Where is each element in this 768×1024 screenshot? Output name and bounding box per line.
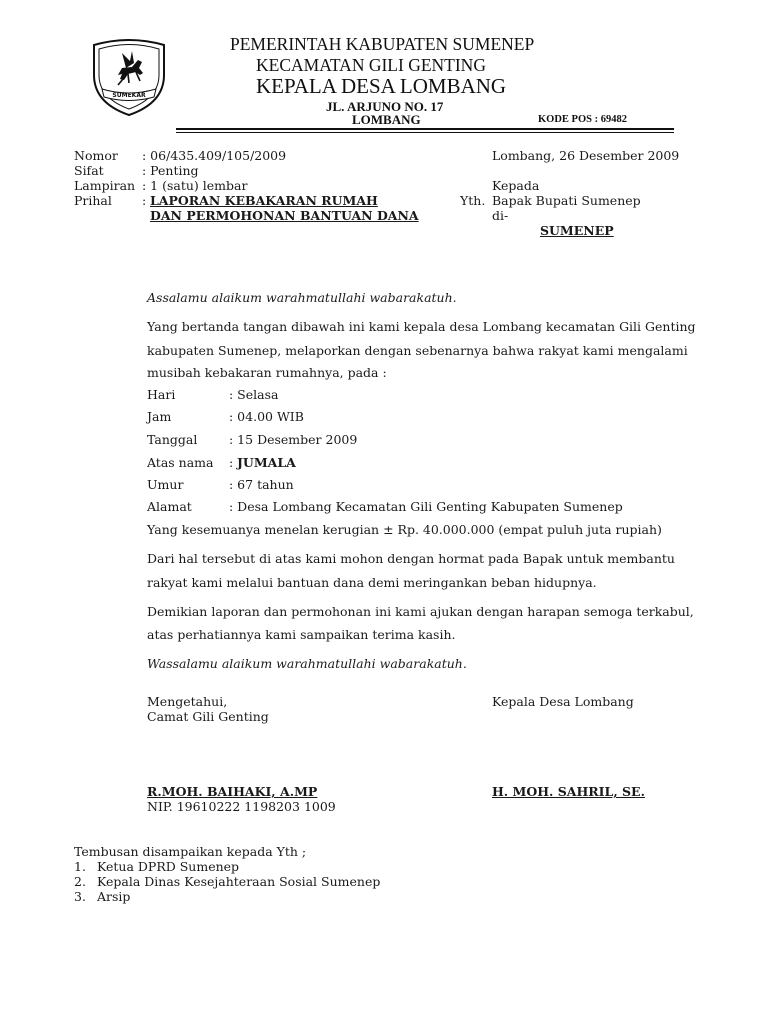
tembusan-item-3-number: 3. [74,889,86,904]
tembusan-item-2-number: 2. [74,874,86,889]
signature-right-title: Kepala Desa Lombang [492,694,634,709]
paragraph-2-line-1: Dari hal tersebut di atas kami mohon dengan hormat pada Bapak untuk membantu [147,551,675,566]
recipient-city: SUMENEP [540,223,614,238]
letterhead-postal-code: KODE POS : 69482 [538,114,627,125]
tembusan-item-1-number: 1. [74,859,86,874]
loss-statement: Yang kesemuanya menelan kerugian ± Rp. 40.000.000 (empat puluh juta rupiah) [147,522,662,537]
closing-greeting: Wassalamu alaikum warahmatullahi wabarakatuh. [147,656,467,671]
letterhead-rule-thin [176,132,674,133]
signature-left-title-2: Camat Gili Genting [147,709,269,724]
recipient-yth: Yth. [460,193,486,208]
detail-atas-nama-label: Atas nama [147,455,214,470]
tembusan-item-2: Kepala Dinas Kesejahteraan Sosial Sumenep [97,874,381,889]
sifat-label: Sifat [74,163,104,178]
tembusan-item-1: Ketua DPRD Sumenep [97,859,240,874]
nomor-value: : 06/435.409/105/2009 [142,148,287,163]
paragraph-1-line-2: kabupaten Sumenep, melaporkan dengan sebenarnya bahwa rakyat kami mengalami [147,343,688,358]
signature-left-nip: NIP. 19610222 1198203 1009 [147,799,336,814]
paragraph-2-line-2: rakyat kami melalui bantuan dana demi meringankan beban hidupnya. [147,575,597,590]
detail-umur-value: : 67 tahun [229,477,294,492]
logo-text: SUMEKAR [112,92,146,99]
signature-left-title-1: Mengetahui, [147,694,228,709]
prihal-colon: : [142,193,147,208]
letterhead-village-head: KEPALA DESA LOMBANG [256,74,507,98]
detail-umur-label: Umur [147,477,184,492]
paragraph-1-line-3: musibah kebakaran rumahnya, pada : [147,365,387,380]
signature-left-name: R.MOH. BAIHAKI, A.MP [147,784,318,799]
detail-atas-nama-value: JUMALA [237,455,296,470]
lampiran-value: : 1 (satu) lembar [142,178,248,193]
letter-date: Lombang, 26 Desember 2009 [492,148,680,163]
detail-alamat-label: Alamat [147,499,192,514]
paragraph-1-line-1: Yang bertanda tangan dibawah ini kami kepala desa Lombang kecamatan Gili Genting [147,319,696,334]
detail-alamat-value: : Desa Lombang Kecamatan Gili Genting Kabupaten Sumenep [229,499,623,514]
paragraph-3-line-2: atas perhatiannya kami sampaikan terima kasih. [147,627,456,642]
regency-logo-icon [88,35,170,117]
sifat-value: : Penting [142,163,199,178]
tembusan-title: Tembusan disampaikan kepada Yth ; [74,844,307,859]
prihal-line2: DAN PERMOHONAN BANTUAN DANA [150,208,419,223]
detail-jam-label: Jam [147,409,172,424]
letterhead-city: LOMBANG [352,112,421,127]
prihal-label: Prihal [74,193,112,208]
detail-hari-value: : Selasa [229,387,279,402]
detail-jam-value: : 04.00 WIB [229,409,304,424]
recipient-di: di- [492,208,509,223]
detail-tanggal-label: Tanggal [147,432,198,447]
signature-right-name: H. MOH. SAHRIL, SE. [492,784,645,799]
recipient-name: Bapak Bupati Sumenep [492,193,641,208]
letterhead-government: PEMERINTAH KABUPATEN SUMENEP [230,34,535,54]
tembusan-item-3: Arsip [97,889,131,904]
prihal-line1: LAPORAN KEBAKARAN RUMAH [150,193,378,208]
opening-greeting: Assalamu alaikum warahmatullahi wabarakatuh. [147,290,457,305]
lampiran-label: Lampiran [74,178,136,193]
letterhead-rule-thick [176,128,674,130]
letterhead-district: KECAMATAN GILI GENTING [256,55,486,75]
nomor-label: Nomor [74,148,118,163]
letterhead-address: JL. ARJUNO NO. 17 [326,99,444,114]
recipient-kepada: Kepada [492,178,540,193]
detail-tanggal-value: : 15 Desember 2009 [229,432,358,447]
detail-atas-nama-colon: : [229,455,234,470]
paragraph-3-line-1: Demikian laporan dan permohonan ini kami ajukan dengan harapan semoga terkabul, [147,604,694,619]
detail-hari-label: Hari [147,387,176,402]
